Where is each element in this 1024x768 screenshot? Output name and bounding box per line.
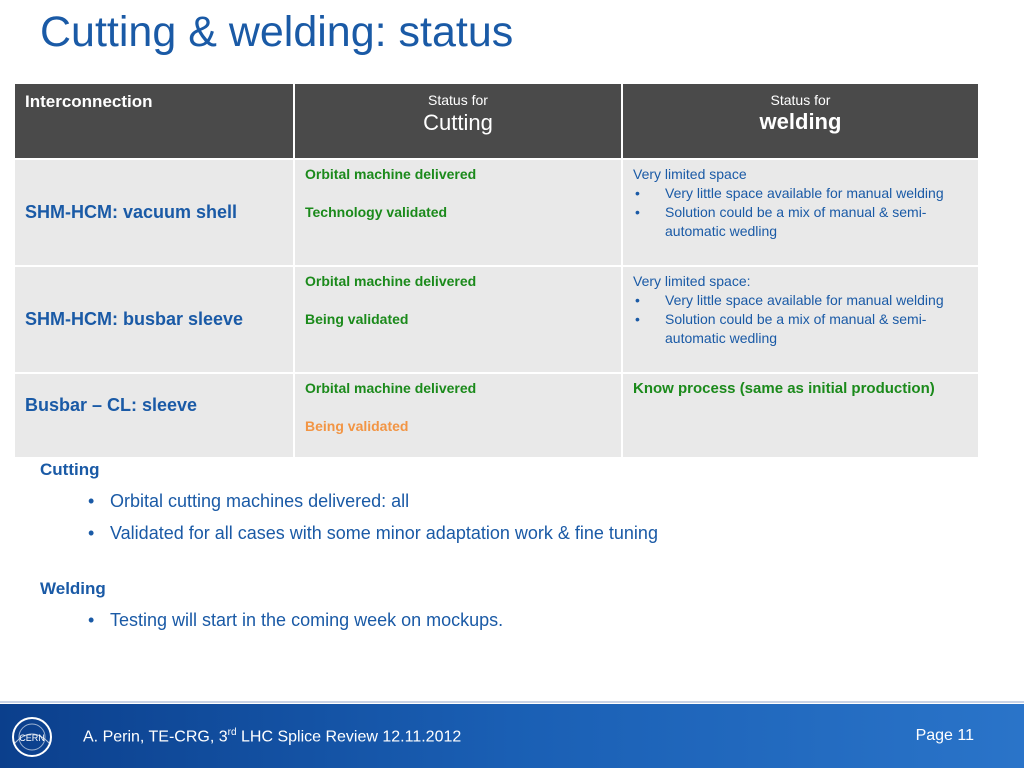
cutting-status-line: Being validated — [305, 418, 409, 434]
cutting-status-line: Orbital machine delivered — [305, 380, 477, 396]
header-welding-status — [622, 83, 979, 159]
logo-text: CERN — [19, 733, 45, 743]
header-welding-big: welding — [759, 109, 842, 134]
cutting-status-cell — [294, 266, 622, 373]
list-item: • Validated for all cases with some minor adaptation work & fine tuning — [40, 522, 1000, 544]
welding-status-cell — [622, 266, 979, 373]
footer-event: LHC Splice Review 12.11.2012 — [236, 728, 462, 746]
welding-intro: Very limited space — [633, 166, 747, 182]
row-label: Busbar – CL: sleeve — [14, 373, 294, 458]
cutting-status-line: Being validated — [305, 311, 409, 327]
welding-bullet: • Solution could be a mix of manual & semi-automatic wedling — [633, 203, 972, 241]
list-item: • Orbital cutting machines delivered: all — [40, 490, 1000, 512]
cutting-status-line: Orbital machine delivered — [305, 273, 477, 289]
row-label: SHM-HCM: busbar sleeve — [14, 266, 294, 373]
page-number: Page 11 — [915, 727, 974, 744]
welding-intro: Very limited space: — [633, 273, 751, 289]
footer-divider — [0, 701, 1024, 703]
cutting-bullet-list — [40, 490, 1000, 544]
slide-title: Cutting & welding: status — [40, 8, 514, 56]
summary-section — [40, 460, 1000, 631]
welding-bullet-list-summary — [40, 609, 1000, 631]
header-cutting-status — [294, 83, 622, 159]
table-row — [14, 373, 979, 458]
header-cutting-big: Cutting — [423, 110, 493, 135]
table-row — [14, 159, 979, 266]
welding-status-text: Know process (same as initial production) — [633, 380, 935, 397]
cutting-status-line: Technology validated — [305, 204, 448, 220]
cutting-status-cell — [294, 159, 622, 266]
welding-bullet: • Very little space available for manual welding — [633, 291, 972, 310]
list-item: • Testing will start in the coming week on mockups. — [40, 609, 1000, 631]
table-row — [14, 266, 979, 373]
status-table — [13, 82, 980, 459]
header-welding-small: Status for — [770, 92, 831, 108]
row-label: SHM-HCM: vacuum shell — [14, 159, 294, 266]
welding-bullet-list — [633, 184, 972, 241]
welding-bullet-list — [633, 291, 972, 348]
cutting-status-line: Orbital machine delivered — [305, 166, 477, 182]
footer-superscript: rd — [227, 727, 237, 738]
welding-status-cell — [622, 159, 979, 266]
header-interconnection: Interconnection — [14, 83, 294, 159]
welding-bullet: • Very little space available for manual welding — [633, 184, 972, 203]
cern-logo-icon — [8, 714, 56, 760]
footer-citation — [83, 727, 461, 746]
footer-author: A. Perin, TE-CRG, 3 — [83, 728, 228, 746]
table-header-row — [14, 83, 979, 159]
footer-bar — [0, 704, 1024, 768]
welding-heading: Welding — [40, 579, 106, 598]
header-cutting-small: Status for — [428, 92, 488, 108]
cutting-status-cell — [294, 373, 622, 458]
welding-status-cell — [622, 373, 979, 458]
welding-bullet: • Solution could be a mix of manual & semi-automatic wedling — [633, 310, 972, 348]
cutting-heading: Cutting — [40, 460, 100, 479]
